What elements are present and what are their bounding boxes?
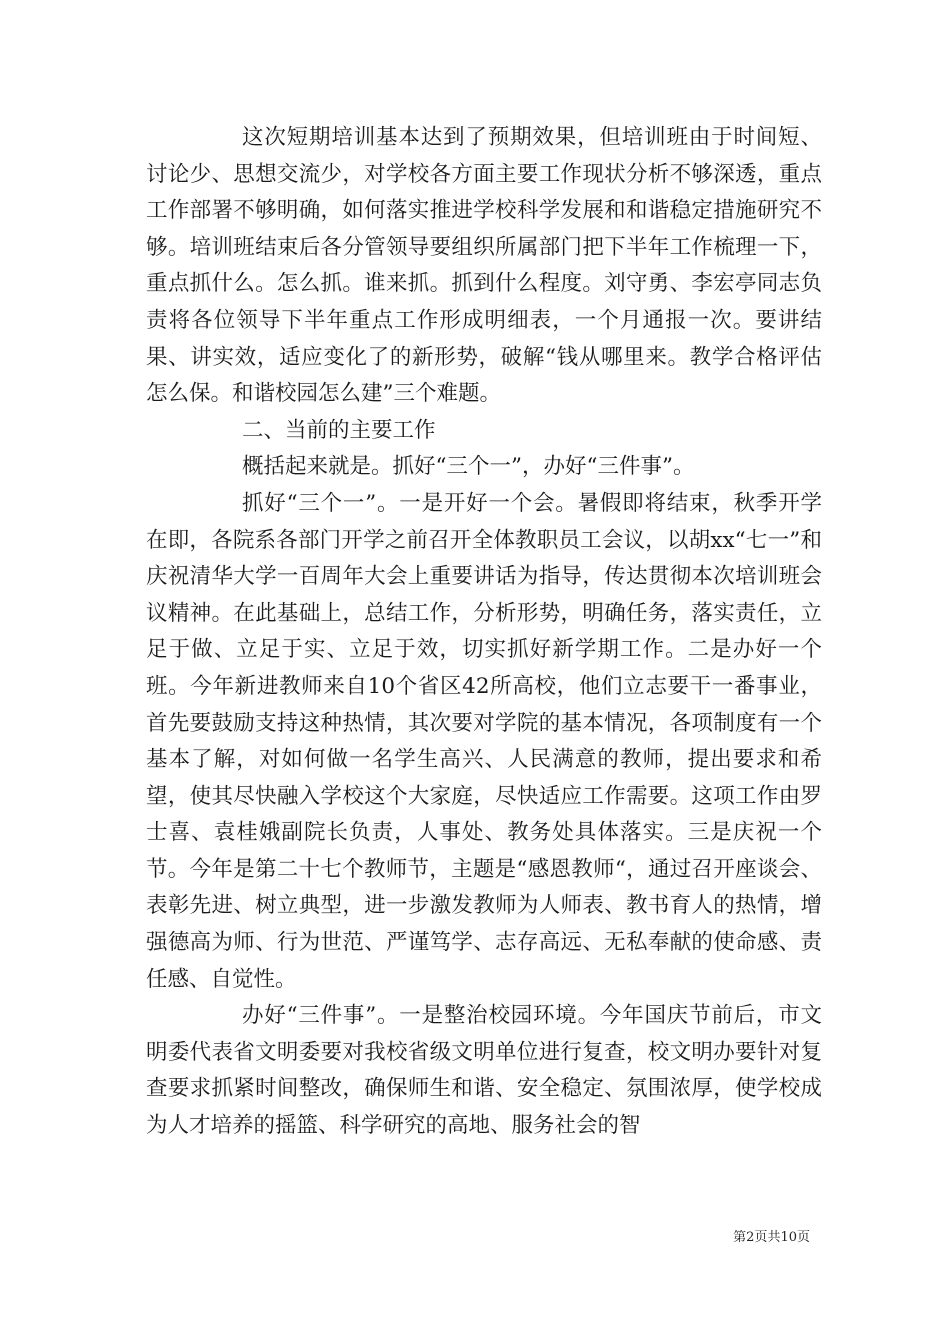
paragraph-three-things: 办好“三件事”。一是整治校园环境。今年国庆节前后，市文明委代表省文明委要对我校省级文明单位进行复查，校文明办要针对复查要求抓紧时间整改，确保师生和谐、安全稳定、氛围浓厚，使学校成为人才培养的摇篮、科学研究的高地、服务社会的智 — [146, 1003, 822, 1139]
paragraph-three-ones: 抓好“三个一”。一是开好一个会。暑假即将结束，秋季开学在即，各院系各部门开学之前召开全体教职员工会议，以胡xx“七一”和庆祝清华大学一百周年大会上重要讲话为指导，传达贯彻本次培训班会议精神。在此基础上，总结工作，分析形势，明确任务，落实责任，立足于做、立足于实、立足于效，切实抓好新学期工作。二是办好一个班。今年新进教师来自10个省区42所高校，他们立志要干一番事业，首先要鼓励支持这种热情，其次要对学院的基本情况，各项制度有一个基本了解，对如何做一名学生高兴、人民满意的教师，提出要求和希望，使其尽快融入学校这个大家庭，尽快适应工作需要。这项工作由罗士喜、袁桂娥副院长负责，人事处、教务处具体落实。三是庆祝一个节。今年是第二十七个教师节，主题是“感恩教师“，通过召开座谈会、表彰先进、树立典型，进一步激发教师为人师表、教书育人的热情，增强德高为师、行为世范、严谨笃学、志存高远、无私奉献的使命感、责任感、自觉性。 — [146, 490, 822, 992]
paragraph-overview: 概括起来就是。抓好“三个一”，办好“三件事”。 — [242, 454, 695, 480]
page-number: 第2页共10页 — [733, 1230, 810, 1245]
section-heading-current-work: 二、当前的主要工作 — [242, 417, 436, 443]
paragraph-training-summary: 这次短期培训基本达到了预期效果，但培训班由于时间短、讨论少、思想交流少，对学校各方面主要工作现状分析不够深透，重点工作部署不够明确，如何落实推进学校科学发展和和谐稳定措施研究不够。培训班结束后各分管领导要组织所属部门把下半年工作梳理一下，重点抓什么。怎么抓。谁来抓。抓到什么程度。刘守勇、李宏亭同志负责将各位领导下半年重点工作形成明细表，一个月通报一次。要讲结果、讲实效，适应变化了的新形势，破解“钱从哪里来。教学合格评估怎么保。和谐校园怎么建”三个难题。 — [146, 125, 822, 407]
document-body — [146, 120, 822, 1145]
